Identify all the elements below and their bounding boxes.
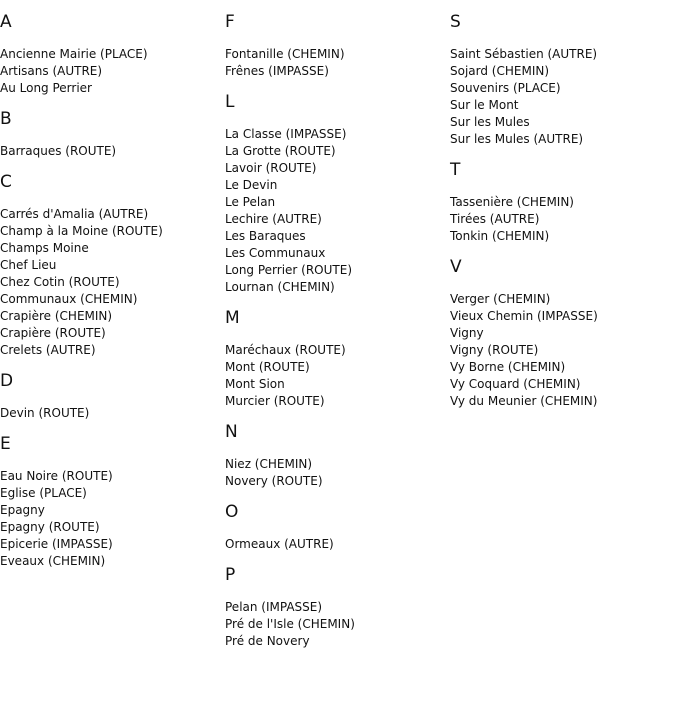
street-link[interactable]: Artisans (AUTRE) bbox=[0, 64, 103, 78]
street-list bbox=[225, 46, 445, 80]
letter-heading: M bbox=[225, 308, 240, 328]
street-link[interactable]: Lournan (CHEMIN) bbox=[225, 280, 335, 294]
street-link[interactable]: Champs Moine bbox=[0, 241, 89, 255]
street-link[interactable]: Eveaux (CHEMIN) bbox=[0, 554, 106, 568]
street-list bbox=[225, 126, 445, 296]
letter-heading: C bbox=[0, 172, 12, 192]
letter-heading: S bbox=[450, 12, 461, 32]
street-link[interactable]: Sur les Mules bbox=[450, 115, 530, 129]
street-link[interactable]: Epagny (ROUTE) bbox=[0, 520, 100, 534]
street-link[interactable]: Le Pelan bbox=[225, 195, 276, 209]
street-list bbox=[225, 536, 445, 553]
street-link[interactable]: La Classe (IMPASSE) bbox=[225, 127, 347, 141]
street-link[interactable]: Vigny (ROUTE) bbox=[450, 343, 539, 357]
street-link[interactable]: Champ à la Moine (ROUTE) bbox=[0, 224, 163, 238]
letter-heading: D bbox=[0, 371, 14, 391]
street-link[interactable]: Mont Sion bbox=[225, 377, 285, 391]
street-link[interactable]: Carrés d'Amalia (AUTRE) bbox=[0, 207, 149, 221]
street-link[interactable]: Les Communaux bbox=[225, 246, 326, 260]
street-link[interactable]: Murcier (ROUTE) bbox=[225, 394, 325, 408]
street-list bbox=[0, 46, 220, 97]
letter-group-v bbox=[450, 257, 670, 410]
letter-group-d bbox=[0, 371, 220, 422]
street-link[interactable]: Souvenirs (PLACE) bbox=[450, 81, 561, 95]
letter-group-p bbox=[225, 565, 445, 650]
letter-group-e bbox=[0, 434, 220, 570]
street-link[interactable]: Ancienne Mairie (PLACE) bbox=[0, 47, 148, 61]
street-link[interactable]: Epagny bbox=[0, 503, 45, 517]
letter-group-a bbox=[0, 12, 220, 97]
letter-heading: T bbox=[450, 160, 461, 180]
letter-group-t bbox=[450, 160, 670, 245]
street-index-column-1 bbox=[0, 12, 220, 582]
street-link[interactable]: Lavoir (ROUTE) bbox=[225, 161, 317, 175]
street-link[interactable]: Pré de Novery bbox=[225, 634, 310, 648]
street-link[interactable]: Tonkin (CHEMIN) bbox=[450, 229, 550, 243]
street-list bbox=[450, 46, 670, 148]
street-index-column-3 bbox=[450, 12, 670, 422]
street-link[interactable]: Lechire (AUTRE) bbox=[225, 212, 322, 226]
street-link[interactable]: Eglise (PLACE) bbox=[0, 486, 87, 500]
street-link[interactable]: Tassenière (CHEMIN) bbox=[450, 195, 574, 209]
street-link[interactable]: Fontanille (CHEMIN) bbox=[225, 47, 345, 61]
street-link[interactable]: Mont (ROUTE) bbox=[225, 360, 310, 374]
street-link[interactable]: Vigny bbox=[450, 326, 484, 340]
street-list bbox=[225, 456, 445, 490]
letter-group-b bbox=[0, 109, 220, 160]
letter-group-o bbox=[225, 502, 445, 553]
street-link[interactable]: Sur le Mont bbox=[450, 98, 519, 112]
street-link[interactable]: Long Perrier (ROUTE) bbox=[225, 263, 353, 277]
street-link[interactable]: Vy du Meunier (CHEMIN) bbox=[450, 394, 598, 408]
letter-group-c bbox=[0, 172, 220, 359]
letter-heading: N bbox=[225, 422, 238, 442]
street-link[interactable]: Eau Noire (ROUTE) bbox=[0, 469, 113, 483]
street-list bbox=[0, 143, 220, 160]
letter-heading: F bbox=[225, 12, 235, 32]
letter-heading: L bbox=[225, 92, 235, 112]
street-list bbox=[0, 468, 220, 570]
street-link[interactable]: Vy Borne (CHEMIN) bbox=[450, 360, 566, 374]
street-link[interactable]: Crapière (CHEMIN) bbox=[0, 309, 113, 323]
street-link[interactable]: Pelan (IMPASSE) bbox=[225, 600, 323, 614]
street-link[interactable]: Pré de l'Isle (CHEMIN) bbox=[225, 617, 355, 631]
street-link[interactable]: Epicerie (IMPASSE) bbox=[0, 537, 113, 551]
letter-heading: B bbox=[0, 109, 12, 129]
street-link[interactable]: Sojard (CHEMIN) bbox=[450, 64, 550, 78]
street-list bbox=[225, 599, 445, 650]
letter-heading: V bbox=[450, 257, 462, 277]
street-list bbox=[225, 342, 445, 410]
street-link[interactable]: Vieux Chemin (IMPASSE) bbox=[450, 309, 598, 323]
street-link[interactable]: Frênes (IMPASSE) bbox=[225, 64, 329, 78]
street-link[interactable]: Verger (CHEMIN) bbox=[450, 292, 551, 306]
street-link[interactable]: Le Devin bbox=[225, 178, 278, 192]
letter-group-n bbox=[225, 422, 445, 490]
street-link[interactable]: Devin (ROUTE) bbox=[0, 406, 90, 420]
street-link[interactable]: Maréchaux (ROUTE) bbox=[225, 343, 346, 357]
street-link[interactable]: Chez Cotin (ROUTE) bbox=[0, 275, 120, 289]
street-link[interactable]: Tirées (AUTRE) bbox=[450, 212, 540, 226]
street-list bbox=[0, 405, 220, 422]
letter-heading: O bbox=[225, 502, 239, 522]
street-link[interactable]: Au Long Perrier bbox=[0, 81, 92, 95]
street-link[interactable]: Saint Sébastien (AUTRE) bbox=[450, 47, 598, 61]
street-link[interactable]: Ormeaux (AUTRE) bbox=[225, 537, 334, 551]
letter-heading: E bbox=[0, 434, 11, 454]
street-link[interactable]: Niez (CHEMIN) bbox=[225, 457, 313, 471]
street-link[interactable]: Sur les Mules (AUTRE) bbox=[450, 132, 584, 146]
street-link[interactable]: La Grotte (ROUTE) bbox=[225, 144, 336, 158]
street-link[interactable]: Crelets (AUTRE) bbox=[0, 343, 96, 357]
street-list bbox=[450, 194, 670, 245]
letter-heading: A bbox=[0, 12, 12, 32]
street-link[interactable]: Chef Lieu bbox=[0, 258, 57, 272]
street-list bbox=[0, 206, 220, 359]
street-link[interactable]: Communaux (CHEMIN) bbox=[0, 292, 138, 306]
letter-group-l bbox=[225, 92, 445, 296]
street-link[interactable]: Novery (ROUTE) bbox=[225, 474, 323, 488]
street-link[interactable]: Vy Coquard (CHEMIN) bbox=[450, 377, 581, 391]
street-link[interactable]: Les Baraques bbox=[225, 229, 306, 243]
letter-group-f bbox=[225, 12, 445, 80]
street-list bbox=[450, 291, 670, 410]
street-link[interactable]: Barraques (ROUTE) bbox=[0, 144, 117, 158]
street-index-column-2 bbox=[225, 12, 445, 662]
street-link[interactable]: Crapière (ROUTE) bbox=[0, 326, 106, 340]
letter-group-m bbox=[225, 308, 445, 410]
letter-heading: P bbox=[225, 565, 236, 585]
letter-group-s bbox=[450, 12, 670, 148]
